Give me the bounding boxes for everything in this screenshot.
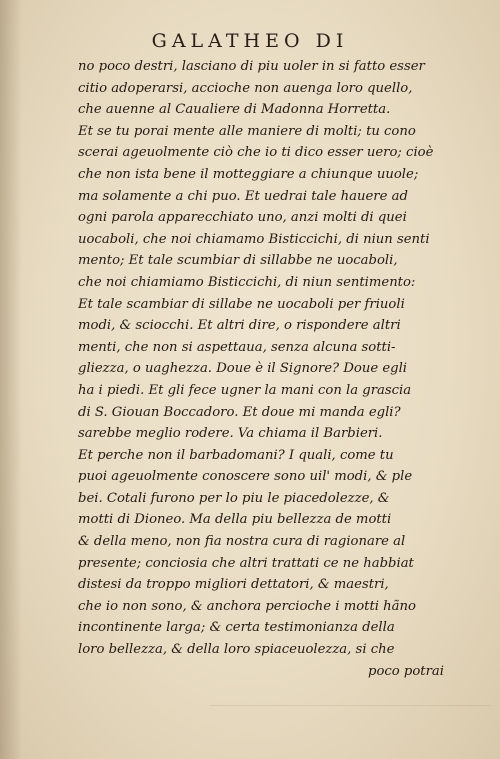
text-line: uocaboli, che noi chiamamo Bisticcichi, di niun senti bbox=[78, 231, 430, 247]
text-line: loro bellezza, & della loro spiaceuolezza, si che bbox=[78, 642, 395, 658]
text-line: sarebbe meglio rodere. Va chiama il Barbieri. bbox=[78, 426, 383, 442]
text-line: distesi da troppo migliori dettatori, & maestri, bbox=[78, 577, 389, 593]
text-line: motti di Dioneo. Ma della piu bellezza de motti bbox=[78, 512, 392, 528]
text-line: che non ista bene il motteggiare a chiunque uuole; bbox=[78, 166, 419, 182]
text-line: no poco destri, lasciano di piu uoler in si fatto esser bbox=[78, 59, 425, 74]
show-through-shadow bbox=[210, 705, 490, 746]
text-line: presente; conciosia che altri trattati ce ne habbiat bbox=[78, 555, 414, 571]
text-line: che io non sono, & anchora percioche i motti hãno bbox=[78, 598, 416, 614]
text-line: gliezza, o uaghezza. Doue è il Signore? Doue egli bbox=[78, 361, 407, 377]
text-line: che auenne al Caualiere di Madonna Horretta. bbox=[78, 102, 391, 118]
text-line: modi, & sciocchi. Et altri dire, o rispondere altri bbox=[78, 318, 401, 334]
text-line: menti, che non si aspettaua, senza alcuna sotti- bbox=[78, 339, 396, 355]
text-line: Et se tu porai mente alle maniere di molti; tu cono bbox=[78, 123, 416, 139]
text-line: puoi ageuolmente conoscere sono uil' modi, & ple bbox=[78, 469, 413, 485]
text-line: Et tale scambiar di sillabe ne uocaboli per friuoli bbox=[78, 296, 405, 312]
text-line: bei. Cotali furono per lo piu le piacedolezze, & bbox=[78, 490, 390, 506]
text-line: ogni parola apparecchiato uno, anzi molti di quei bbox=[78, 210, 407, 226]
text-line: di S. Giouan Boccadoro. Et doue mi manda egli? bbox=[78, 404, 401, 420]
running-title: GALATHEO DI bbox=[151, 30, 349, 52]
text-line: scerai ageuolmente ciò che io ti dico esser uero; cioè bbox=[78, 145, 434, 161]
text-line: che noi chiamiamo Bisticcichi, di niun sentimento: bbox=[78, 274, 416, 290]
text-line: citio adoperarsi, accioche non auenga loro quello, bbox=[78, 80, 413, 96]
text-line: ha i piedi. Et gli fece ugner la mani con la grascia bbox=[78, 382, 412, 398]
text-line: Et perche non il barbadomani? I quali, come tu bbox=[78, 447, 394, 463]
gutter-shadow bbox=[0, 0, 22, 759]
text-line: & della meno, non fia nostra cura di ragionare al bbox=[78, 534, 406, 550]
catchword: poco potrai bbox=[368, 663, 444, 679]
text-line: incontinente larga; & certa testimonianza della bbox=[78, 620, 395, 636]
text-line: mento; Et tale scumbiar di sillabbe ne uocaboli, bbox=[78, 253, 398, 269]
body-text bbox=[78, 56, 448, 682]
text-line: ma solamente a chi puo. Et uedrai tale hauere ad bbox=[78, 188, 408, 204]
